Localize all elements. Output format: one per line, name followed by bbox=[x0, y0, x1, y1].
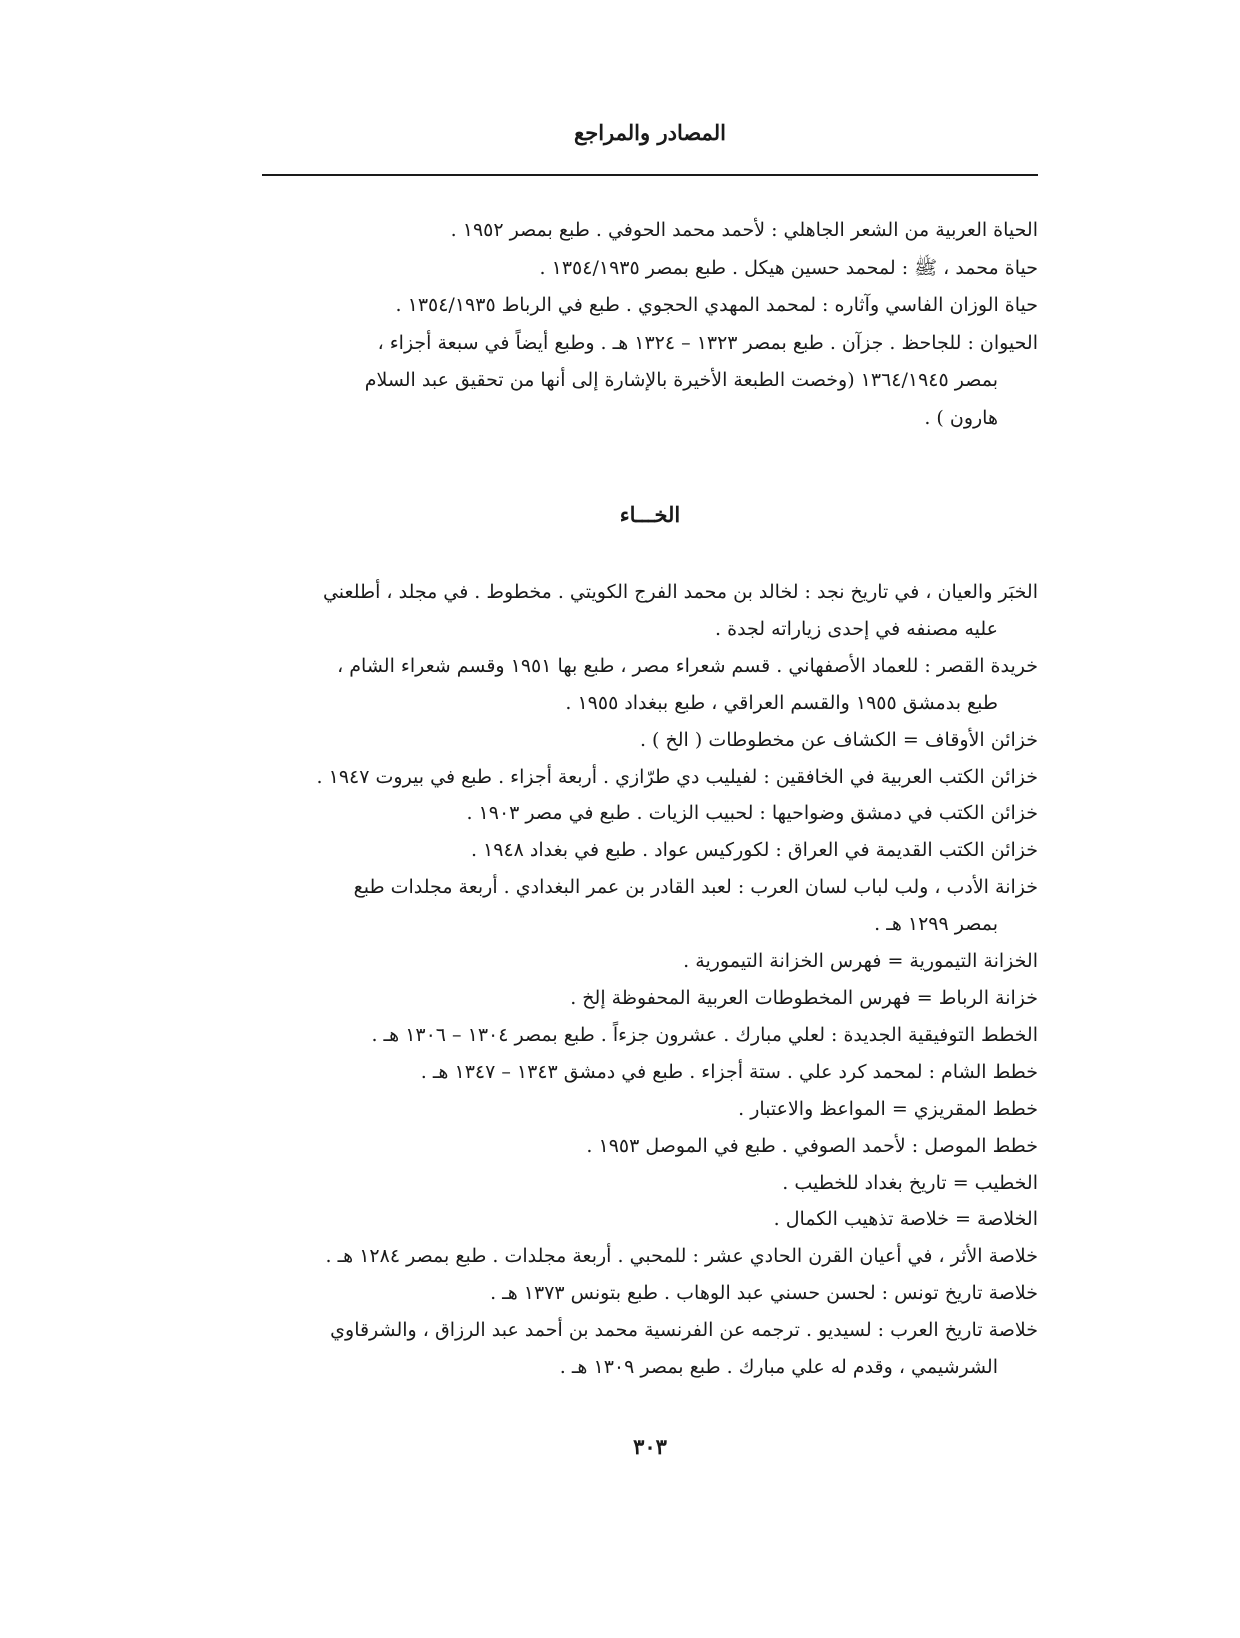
bibliography-entry-continuation: طبع بدمشق ١٩٥٥ والقسم العراقي ، طبع ببغداد ١٩٥٥ . bbox=[565, 691, 998, 714]
bibliography-entry: خلاصة الأثر ، في أعيان القرن الحادي عشر : للمحبي . أربعة مجلدات . طبع بمصر ١٢٨٤ هـ . bbox=[325, 1245, 1038, 1268]
page-number: ٣٠٣ bbox=[633, 1434, 667, 1459]
header-rule bbox=[262, 174, 1038, 176]
bibliography-entry: خطط الموصل : لأحمد الصوفي . طبع في الموصل ١٩٥٣ . bbox=[586, 1134, 1038, 1157]
bibliography-entry: خطط الشام : لمحمد كرد علي . ستة أجزاء . طبع في دمشق ١٣٤٣ – ١٣٤٧ هـ . bbox=[420, 1060, 1038, 1083]
bibliography-entry: الخلاصة = خلاصة تذهيب الكمال . bbox=[773, 1208, 1038, 1231]
bibliography-entry: الحيوان : للجاحظ . جزآن . طبع بمصر ١٣٢٣ – ١٣٢٤ هـ . وطبع أيضاً في سبعة أجزاء ، bbox=[377, 331, 1038, 354]
bibliography-entry-continuation: بمصر ١٢٩٩ هـ . bbox=[874, 913, 998, 936]
bibliography-entry-continuation: هارون ) . bbox=[924, 406, 998, 429]
bibliography-entry: الخزانة التيمورية = فهرس الخزانة التيمورية . bbox=[683, 950, 1038, 973]
bibliography-entry: خطط المقريزي = المواعظ والاعتبار . bbox=[738, 1097, 1038, 1120]
bibliography-entry: خريدة القصر : للعماد الأصفهاني . قسم شعراء مصر ، طبع بها ١٩٥١ وقسم شعراء الشام ، bbox=[337, 654, 1038, 677]
bibliography-entry: خزانة الأدب ، ولب لباب لسان العرب : لعبد القادر بن عمر البغدادي . أربعة مجلدات طبع bbox=[353, 876, 1038, 899]
book-page bbox=[262, 0, 1038, 1638]
bibliography-entry: خلاصة تاريخ تونس : لحسن حسني عبد الوهاب . طبع بتونس ١٣٧٣ هـ . bbox=[490, 1282, 1038, 1305]
bibliography-entry: حياة الوزان الفاسي وآثاره : لمحمد المهدي الحجوي . طبع في الرباط ١٣٥٤/١٩٣٥ . bbox=[395, 294, 1038, 316]
bibliography-entry: الحياة العربية من الشعر الجاهلي : لأحمد محمد الحوفي . طبع بمصر ١٩٥٢ . bbox=[450, 219, 1038, 241]
bibliography-entry: الخطط التوفيقية الجديدة : لعلي مبارك . عشرون جزءاً . طبع بمصر ١٣٠٤ – ١٣٠٦ هـ . bbox=[371, 1023, 1038, 1046]
section-title: الخـــاء bbox=[619, 502, 681, 527]
bibliography-entry-continuation: عليه مصنفه في إحدى زياراته لجدة . bbox=[715, 617, 998, 640]
bibliography-entry: خزائن الكتب العربية في الخافقين : لفيليب دي طرّازي . أربعة أجزاء . طبع في بيروت ١٩٤٧ . bbox=[316, 765, 1038, 788]
bibliography-entry: خزائن الأوقاف = الكشاف عن مخطوطات ( الخ ) . bbox=[639, 728, 1038, 751]
section-kha-entries bbox=[262, 574, 1038, 1386]
bibliography-entry: الخطيب = تاريخ بغداد للخطيب . bbox=[782, 1171, 1038, 1194]
bibliography-entry: خلاصة تاريخ العرب : لسيديو . ترجمه عن الفرنسية محمد بن أحمد عبد الرزاق ، والشرقاوي bbox=[330, 1319, 1038, 1342]
running-header: المصادر والمراجع bbox=[574, 120, 726, 145]
bibliography-entry: الخبَر والعيان ، في تاريخ نجد : لخالد بن محمد الفرج الكويتي . مخطوط . في مجلد ، أطلعني bbox=[322, 581, 1038, 603]
bibliography-entry-continuation: بمصر ١٣٦٤/١٩٤٥ (وخصت الطبعة الأخيرة بالإشارة إلى أنها من تحقيق عبد السلام bbox=[364, 369, 998, 391]
bibliography-entry: حياة محمد ، ﷺ : لمحمد حسين هيكل . طبع بمصر ١٣٥٤/١٩٣٥ . bbox=[539, 256, 1038, 279]
bibliography-entry: خزائن الكتب القديمة في العراق : لكوركيس عواد . طبع في بغداد ١٩٤٨ . bbox=[470, 839, 1038, 862]
section-ha-entries bbox=[262, 212, 1038, 437]
bibliography-entry: خزانة الرباط = فهرس المخطوطات العربية المحفوظة إلخ . bbox=[570, 986, 1038, 1009]
bibliography-entry: خزائن الكتب في دمشق وضواحيها : لحبيب الزيات . طبع في مصر ١٩٠٣ . bbox=[466, 802, 1038, 825]
bibliography-entry-continuation: الشرشيمي ، وقدم له علي مبارك . طبع بمصر ١٣٠٩ هـ . bbox=[559, 1356, 998, 1379]
